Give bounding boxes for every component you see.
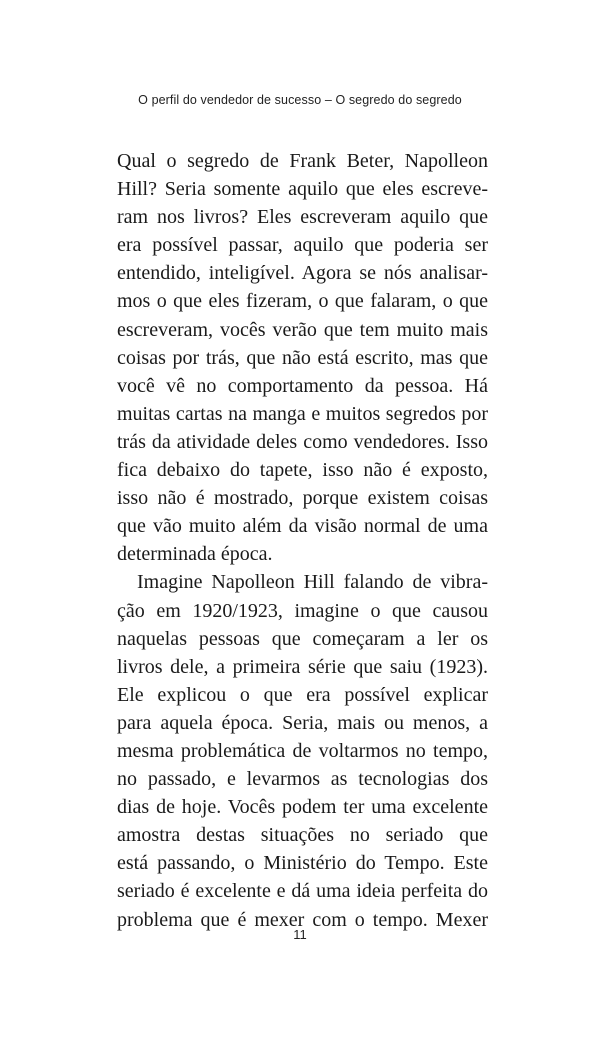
text-line: naquelas pessoas que começaram a ler os [117,627,488,650]
text-line: dias de hoje. Vocês podem ter uma excelente [117,796,488,819]
text-line: livros dele, a primeira série que saiu (1923). [117,655,488,678]
text-line: entendido, inteligível. Agora se nós analisar- [117,262,488,285]
text-line: Ele explicou o que era possível explicar [117,683,488,706]
text-line: no passado, e levarmos as tecnologias dos [117,768,488,791]
page-number: 11 [293,927,307,942]
text-line: Qual o segredo de Frank Beter, Napolleon [117,150,488,172]
text-line: problema que é mexer com o tempo. Mexer [117,908,488,931]
text-line: amostra destas situações no seriado que [117,824,488,847]
text-line: está passando, o Ministério do Tempo. Este [117,852,488,875]
running-header: O perfil do vendedor de sucesso – O segredo do segredo [138,93,462,107]
text-line: escreveram, vocês verão que tem muito mais [117,318,488,341]
text-line: fica debaixo do tapete, isso não é exposto, [117,459,488,482]
text-line: para aquela época. Seria, mais ou menos, a [117,711,488,734]
text-line: era possível passar, aquilo que poderia ser [117,234,488,257]
text-line: coisas por trás, que não está escrito, mas que [117,346,488,369]
text-line: trás da atividade deles como vendedores. Isso [117,430,488,453]
text-line: seriado é excelente e dá uma ideia perfeita do [117,880,488,903]
text-line: Imagine Napolleon Hill falando de vibra- [137,571,488,594]
text-line: ção em 1920/1923, imagine o que causou [117,599,488,622]
text-line: que vão muito além da visão normal de uma [117,515,488,538]
text-line: isso não é mostrado, porque existem coisas [117,487,488,510]
body-text [117,147,488,934]
text-line: ram nos livros? Eles escreveram aquilo que [117,206,488,229]
text-line: mesma problemática de voltarmos no tempo, [117,739,488,762]
text-line: determinada época. [117,543,273,566]
text-line: você vê no comportamento da pessoa. Há [117,374,488,397]
text-line: mos o que eles fizeram, o que falaram, o que [117,290,488,313]
text-line: muitas cartas na manga e muitos segredos por [117,402,488,425]
paragraph-2 [117,568,488,933]
text-line: Hill? Seria somente aquilo que eles escreve- [117,178,488,201]
paragraph-1 [117,147,488,568]
